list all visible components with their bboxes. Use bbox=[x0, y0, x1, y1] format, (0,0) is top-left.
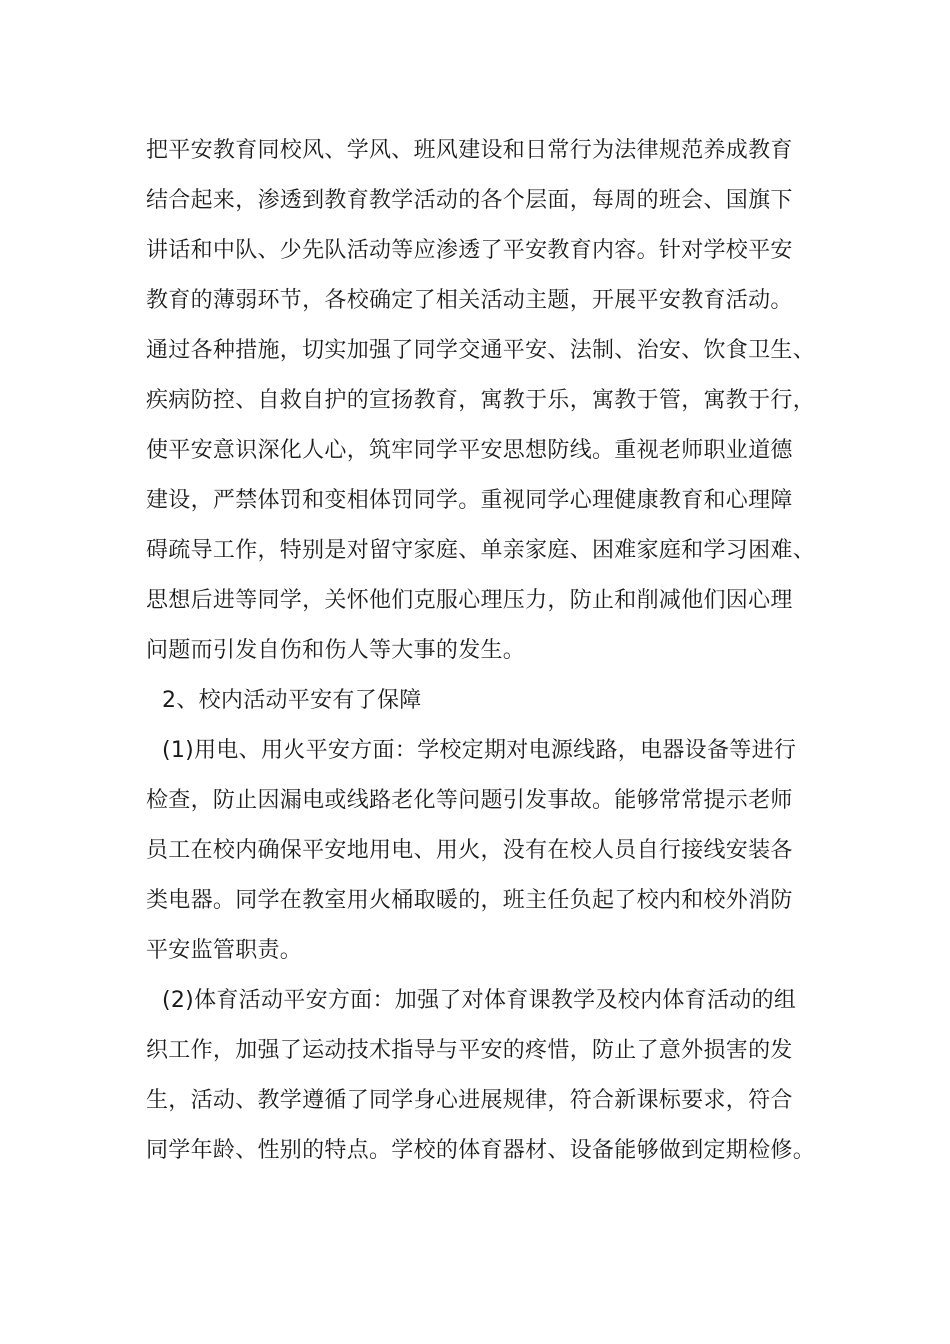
text-line: 思想后进等同学，关怀他们克服心理压力，防止和削减他们因心理 bbox=[146, 588, 793, 613]
text-line: 使平安意识深化人心，筑牢同学平安思想防线。重视老师职业道德 bbox=[146, 438, 793, 463]
text-line: 生，活动、教学遵循了同学身心进展规律，符合新课标要求，符合 bbox=[146, 1088, 793, 1113]
text-line: 把平安教育同校风、学风、班风建设和日常行为法律规范养成教育 bbox=[146, 138, 793, 163]
text-line: 平安监管职责。 bbox=[146, 938, 303, 963]
text-line: 碍疏导工作，特别是对留守家庭、单亲家庭、困难家庭和学习困难、 bbox=[146, 538, 816, 563]
text-line: 讲话和中队、少先队活动等应渗透了平安教育内容。针对学校平安 bbox=[146, 238, 793, 263]
text-line: 结合起来，渗透到教育教学活动的各个层面，每周的班会、国旗下 bbox=[146, 188, 793, 213]
section-heading: 2、校内活动平安有了保障 bbox=[162, 688, 422, 713]
text-line: 员工在校内确保平安地用电、用火，没有在校人员自行接线安装各 bbox=[146, 838, 793, 863]
text-line: 同学年龄、性别的特点。学校的体育器材、设备能够做到定期检修。 bbox=[146, 1138, 816, 1163]
text-line: 检查，防止因漏电或线路老化等问题引发事故。能够常常提示老师 bbox=[146, 788, 793, 813]
text-line: 问题而引发自伤和伤人等大事的发生。 bbox=[146, 638, 526, 663]
text-line: 建设，严禁体罚和变相体罚同学。重视同学心理健康教育和心理障 bbox=[146, 488, 793, 513]
text-line: (1)用电、用火平安方面：学校定期对电源线路，电器设备等进行 bbox=[162, 738, 797, 763]
text-line: (2)体育活动平安方面：加强了对体育课教学及校内体育活动的组 bbox=[162, 988, 797, 1013]
text-line: 通过各种措施，切实加强了同学交通平安、法制、治安、饮食卫生、 bbox=[146, 338, 816, 363]
text-line: 类电器。同学在教室用火桶取暖的，班主任负起了校内和校外消防 bbox=[146, 888, 793, 913]
text-line: 疾病防控、自救自护的宣扬教育，寓教于乐，寓教于管，寓教于行， bbox=[146, 388, 816, 413]
text-line: 教育的薄弱环节，各校确定了相关活动主题，开展平安教育活动。 bbox=[146, 288, 793, 313]
text-line: 织工作，加强了运动技术指导与平安的疼惜，防止了意外损害的发 bbox=[146, 1038, 793, 1063]
